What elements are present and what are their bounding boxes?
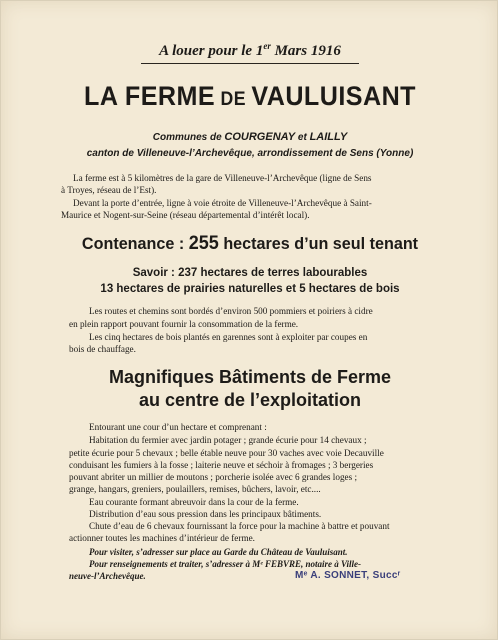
buildings-line-2: Habitation du fermier avec jardin potager ; grande écurie pour 14 chevaux ; [89,435,367,445]
rental-date-underline [141,63,359,64]
buildings-line-4: conduisant les fumiers à la fosse ; laiterie neuve et séchoir à fromages ; 3 bergeries [69,460,374,470]
rental-date-prefix: A louer pour le 1 [159,43,264,59]
title-part-1: LA FERME [84,81,216,111]
canton-line: canton de Villeneuve-l’Archevêque, arrondissement de Sens (Yonne) [86,148,414,159]
buildings-line-8: Distribution d’eau sous pression dans les principaux bâtiments. [89,509,322,519]
buildings-line-6: grange, hangars, greniers, poulaillers, remises, bûchers, lavoir, etc.... [69,484,321,494]
savoir-line-1: Savoir : 237 hectares de terres labourables [132,267,368,279]
contenance-label: Contenance : [81,234,189,253]
title-part-3: VAULUISANT [251,81,416,111]
communes-prefix: Communes de [152,132,225,143]
commune-lailly: LAILLY [309,131,348,143]
roads-line-2: en plein rapport pouvant fournir la consommation de la ferme. [69,319,299,329]
buildings-line-7: Eau courante formant abreuvoir dans la cour de la ferme. [89,497,299,507]
roads-line-4: bois de chauffage. [69,344,136,354]
rental-date-superscript: er [263,41,271,51]
commune-courgenay: COURGENAY [224,131,296,143]
rental-date-line [1,41,498,60]
intro-line-2: à Troyes, réseau de l’Est). [61,185,157,195]
contenance-hectares: 255 [188,233,219,254]
notary-stamp: Mᵉ A. SONNET, Succʳ [295,570,401,581]
contenance-suffix: hectares d’un seul tenant [218,234,419,253]
savoir-line-2: 13 hectares de prairies naturelles et 5 hectares de bois [100,283,400,295]
roads-line-1: Les routes et chemins sont bordés d’environ 500 pommiers et poiriers à cidre [89,306,373,316]
buildings-heading-line-1: Magnifiques Bâtiments de Ferme [108,367,392,387]
footer-contact-line: Pour renseignements et traiter, s’adresser à Mᵉ FEBVRE, notaire à Ville- [89,559,362,569]
communes-mid: et [295,132,310,143]
footer-contact-line-2: neuve-l’Archevêque. [69,571,146,581]
buildings-line-10: actionner toutes les machines d’intérieur de ferme. [69,533,255,543]
intro-line-3: Devant la porte d’entrée, ligne à voie étroite de Villeneuve-l’Archevêque à Saint- [73,198,372,208]
buildings-line-5: pouvant abriter un millier de moutons ; porcherie isolée avec 6 grandes loges ; [69,472,358,482]
buildings-line-9: Chute d’eau de 6 chevaux fournissant la force pour la machine à battre et pouvant [89,521,390,531]
footer-visit-line: Pour visiter, s’adresser sur place au Garde du Château de Vauluisant. [89,547,348,557]
rental-date-suffix: Mars 1916 [270,43,341,59]
title-part-2: DE [215,89,252,110]
communes-line [1,131,498,143]
contenance-heading [13,233,486,255]
roads-line-3: Les cinq hectares de bois plantés en garennes sont à exploiter par coupes en [89,332,368,342]
intro-line-1: La ferme est à 5 kilomètres de la gare de Villeneuve-l’Archevêque (ligne de Sens [73,173,372,183]
buildings-line-3: petite écurie pour 5 chevaux ; belle étable neuve pour 30 vaches avec voie Decauville [69,448,384,458]
intro-line-4: Maurice et Nogent-sur-Seine (réseau départemental d’intérêt local). [61,210,310,220]
buildings-line-1: Entourant une cour d’un hectare et comprenant : [89,422,267,432]
page-title [18,81,481,112]
buildings-heading-line-2: au centre de l’exploitation [138,390,362,410]
